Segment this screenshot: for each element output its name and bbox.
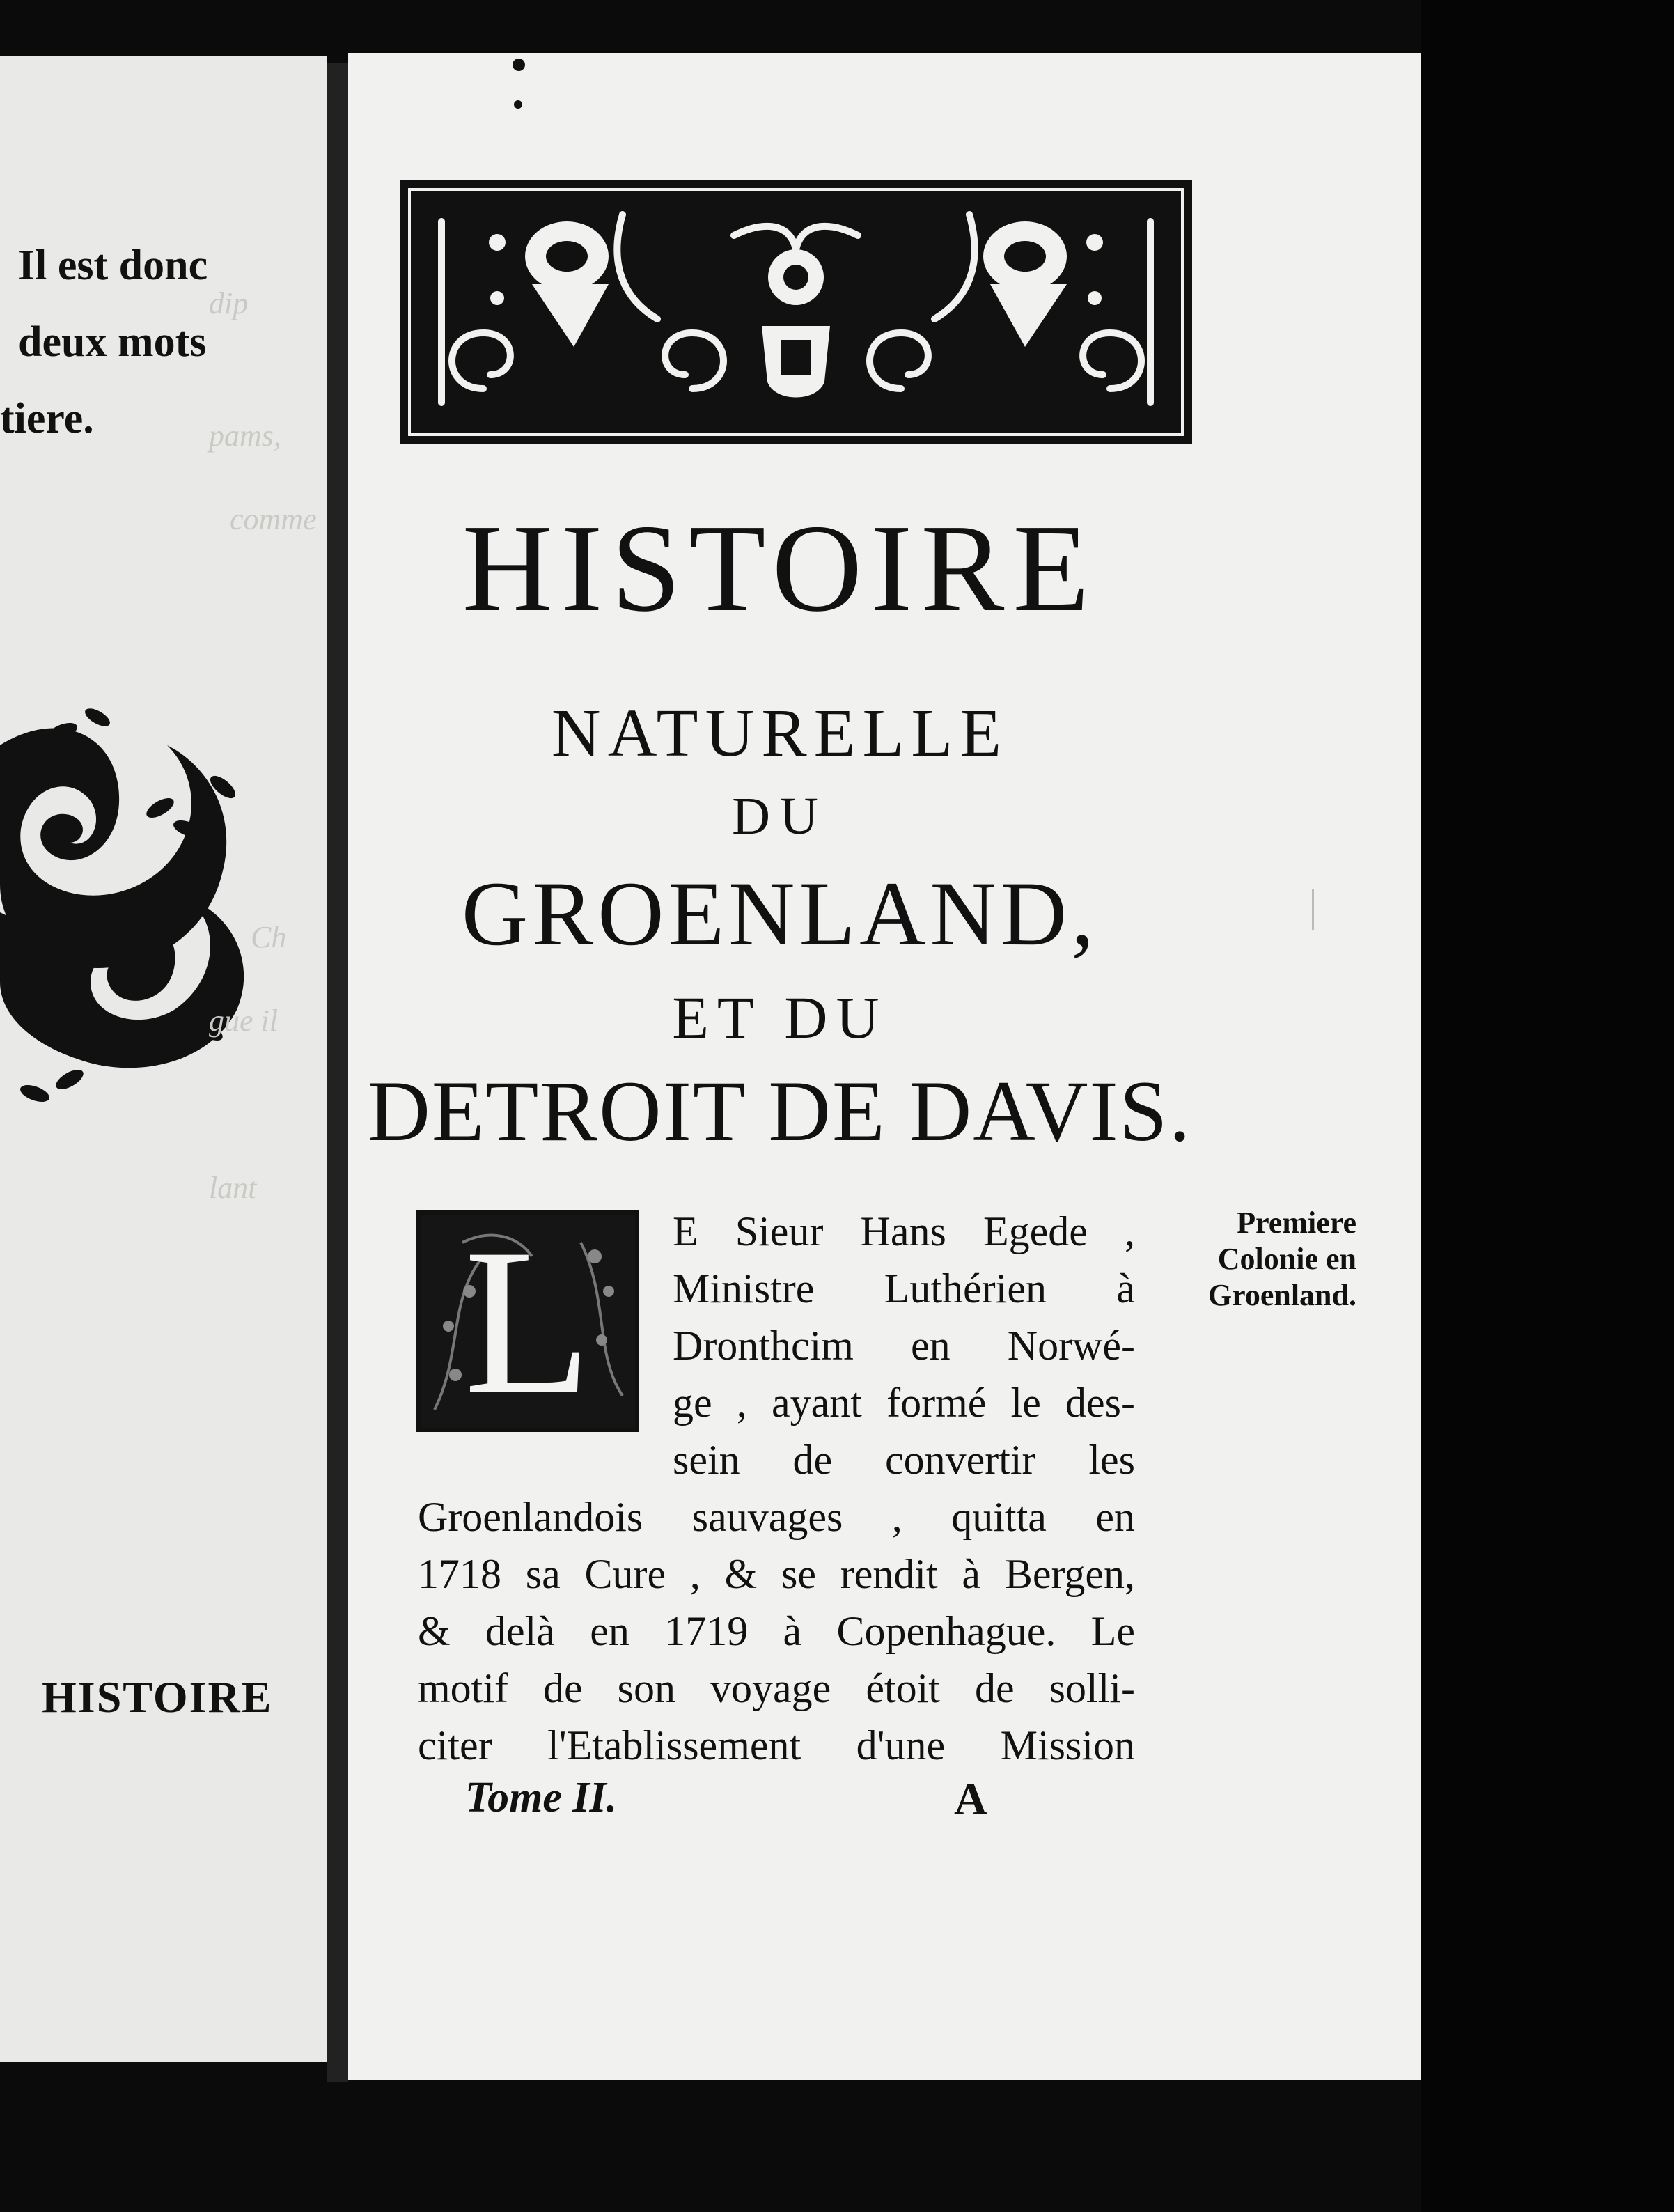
margin-note-line-1: Premiere xyxy=(1237,1206,1356,1240)
body-line-6: Groenlandois sauvages , quitta en xyxy=(418,1494,1135,1540)
left-page: Il est donc deux mots tiere. dip pams, comme Ch gue il lant HISTOIRE xyxy=(0,56,327,2062)
body-line-10: citer l'Etablissement d'une Mission xyxy=(418,1722,1135,1768)
volume-signature: Tome II. xyxy=(465,1774,618,1821)
title-line-1: HISTOIRE xyxy=(462,499,1098,637)
dark-background xyxy=(1421,0,1674,2212)
page-dot xyxy=(513,59,525,71)
margin-note xyxy=(1148,1205,1356,1314)
title-line-4: GROENLAND, xyxy=(461,862,1099,965)
title-line-5: ET DU xyxy=(672,984,888,1051)
title-line-2: NATURELLE xyxy=(551,696,1009,771)
sheet-letter: A xyxy=(954,1774,987,1825)
body-line-8: & delà en 1719 à Copenhague. Le xyxy=(418,1608,1135,1654)
body-line-7: 1718 sa Cure , & se rendit à Bergen, xyxy=(418,1551,1135,1597)
title-page xyxy=(348,53,1421,2080)
body-line-3: Dronthcim en Norwé- xyxy=(673,1323,1135,1369)
body-line-4: ge , ayant formé le des- xyxy=(673,1380,1135,1426)
page-edge-mark xyxy=(1312,889,1324,930)
floral-ornament xyxy=(0,703,265,1114)
body-line-9: motif de son voyage étoit de solli- xyxy=(418,1665,1135,1711)
margin-note-line-3: Groenland. xyxy=(1207,1277,1356,1312)
drop-cap-letter: L xyxy=(464,1206,592,1437)
left-line-2: deux mots xyxy=(18,318,207,366)
left-page-footer: HISTOIRE xyxy=(42,1672,273,1722)
left-line-1: Il est donc xyxy=(18,242,208,289)
page-dot xyxy=(514,100,522,109)
left-line-3: tiere. xyxy=(0,395,94,442)
body-line-1: E Sieur Hans Egede , xyxy=(673,1208,1135,1254)
margin-note-line-2: Colonie en xyxy=(1217,1241,1356,1276)
body-line-5: sein de convertir les xyxy=(673,1437,1135,1483)
drop-cap xyxy=(416,1206,639,1437)
headpiece-ornament xyxy=(400,180,1192,444)
title-line-3: DU xyxy=(732,787,828,846)
book-gutter xyxy=(327,63,348,2082)
title-line-6: DETROIT DE DAVIS. xyxy=(368,1064,1192,1159)
body-line-2: Ministre Luthérien à xyxy=(673,1265,1135,1311)
